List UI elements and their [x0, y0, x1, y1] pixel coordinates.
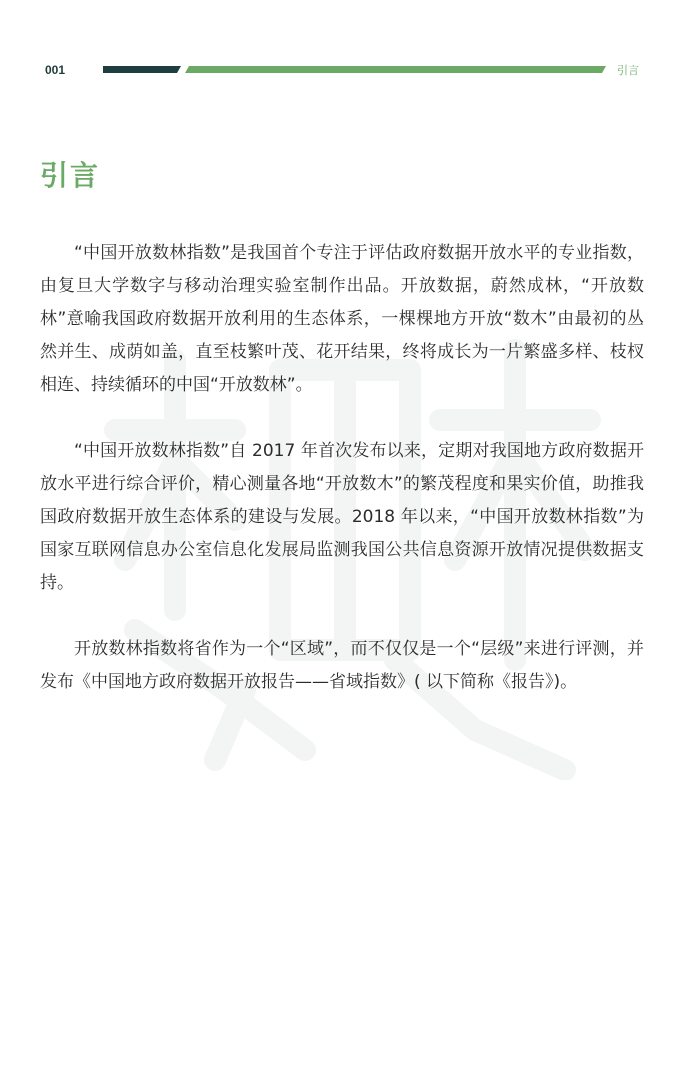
paragraph: 开放数林指数将省作为一个“区域”，而不仅仅是一个“层级”来进行评测，并发布《中国地方政府数据开放报告——省域指数》( 以下简称《报告》)。	[40, 639, 644, 692]
header-rule-green-segment	[185, 66, 606, 73]
header-rule-dark-segment	[103, 66, 181, 73]
paragraph: “中国开放数林指数”自 2017 年首次发布以来，定期对我国地方政府数据开放水平进行综合评价，精心测量各地“开放数木”的繁茂程度和果实价值，助推我国政府数据开放生态体系的建设与发展。2018 年以来，“中国开放数林指数”为国家互联网信息办公室信息化发展局监测我国公共信息资源开放情况提供数据支持。	[40, 441, 644, 593]
header-rule	[103, 66, 606, 74]
paragraph: “中国开放数林指数”是我国首个专注于评估政府数据开放水平的专业指数，由复旦大学数字与移动治理实验室制作出品。开放数据，蔚然成林，“开放数林”意喻我国政府数据开放利用的生态体系，一棵棵地方开放“数木”由最初的丛然并生、成荫如盖，直至枝繁叶茂、花开结果，终将成长为一片繁盛多样、枝杈相连、持续循环的中国“开放数林”。	[40, 243, 644, 395]
running-head: 引言	[617, 64, 639, 77]
page-title: 引言	[40, 159, 101, 192]
body-text	[40, 237, 644, 732]
page-number: 001	[45, 63, 66, 77]
